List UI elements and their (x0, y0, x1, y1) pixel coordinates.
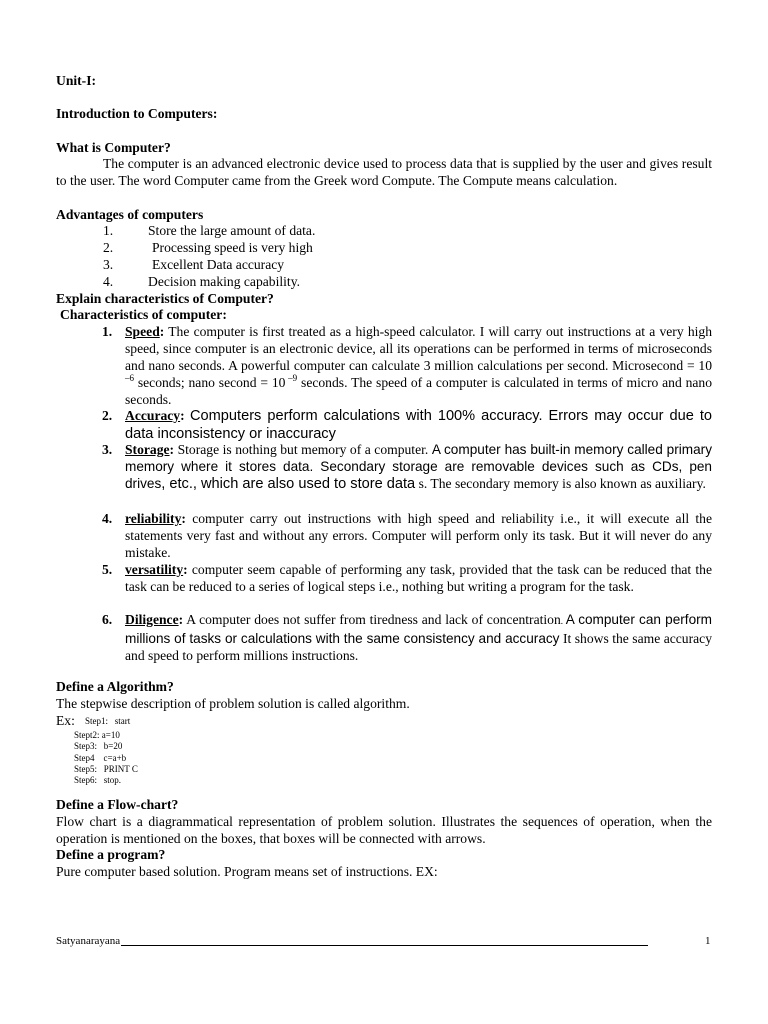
characteristic-speed: 1. Speed: The computer is first treated as a high-speed calculator. I will carry out instructions at a very high speed, since computer is an electronic device, all its operations can be performed in terms of microseconds and nano seconds. A powerful computer can calculate 3 million calculations per second. Microsecond = 10 $^{-6}$ seconds; nano second = 10 $^{-9}$ seconds. The speed of a computer is calculated in terms of micro and nano seconds. (102, 324, 713, 407)
characteristic-reliability: 4. reliability: computer carry out instructions with high speed and reliability i.e., it will execute all the statements very fast and without any errors. Computer will perform only its task. But it will never do any mistake. (102, 511, 712, 560)
advantage-text: Processing speed is very high (152, 240, 313, 255)
what-heading: What is Computer? (56, 140, 171, 155)
characteristic-title: reliability (125, 511, 182, 526)
characteristic-text: computer seem capable of performing any task, provided that the task can be reduced that the task can be reduced to a series of logical steps i.e., nothing but writing a program for the task. (125, 562, 712, 594)
characteristic-text: Computers perform calculations with 100% accuracy. Errors may occur due to data inconsistency or inaccuracy (125, 408, 712, 442)
characteristic-title: versatility (125, 562, 184, 577)
example-label: Ex: (56, 713, 75, 728)
exponent: –6 (125, 373, 134, 383)
algorithm-steps-list (74, 730, 138, 786)
characteristic-text: seconds; nano second = 10 (134, 375, 286, 390)
characteristic-text: A computer does not suffer from tiredness and lack of concentration (186, 612, 561, 627)
characteristic-text: Storage is nothing but memory of a computer. (177, 442, 429, 457)
program-text: Pure computer based solution. Program means set of instructions. EX: (56, 864, 438, 879)
advantage-number: 1. (103, 223, 114, 238)
characteristic-title: Diligence (125, 612, 179, 627)
characteristic-text: A computer has built-in memory called primary memory where it stores data. Secondary storage are removable devices such as CDs, pen drives (125, 442, 712, 491)
algorithm-step: Step1: start (85, 716, 131, 726)
characteristic-diligence: 6. Diligence: A computer does not suffer from tiredness and lack of concentration. A computer can perform millions of tasks or calculations with the same consistency and accuracy It shows the same accuracy and speed to perform millions instructions. (102, 612, 712, 663)
program-heading: Define a program? (56, 847, 166, 862)
page-number: 1 (705, 935, 711, 947)
algorithm-step: Step6: stop. (74, 775, 122, 786)
characteristic-text: . (560, 616, 566, 626)
algorithm-step: Stept2: a=10 (74, 730, 120, 740)
intro-heading: Introduction to Computers: (56, 106, 218, 121)
algorithm-step: Step5: PRINT C (74, 763, 138, 774)
characteristics-heading: Characteristics of computer: (60, 307, 227, 322)
characteristic-title: Accuracy (125, 408, 181, 423)
page-footer (56, 934, 648, 948)
characteristic-number: 3. (102, 442, 113, 457)
characteristic-text: seconds. The speed of a computer is calculated in terms of micro and nano seconds. (125, 375, 713, 407)
algorithm-step: Step3: b=20 (74, 741, 123, 752)
characteristic-text: It shows the same accuracy and speed to perform millions instructions. (125, 631, 712, 663)
characteristic-text: , etc., which are also used to store data (161, 476, 416, 492)
characteristic-text: s. The secondary memory is also known as auxiliary. (415, 476, 706, 491)
advantage-number: 3. (103, 257, 114, 272)
flowchart-heading: Define a Flow-chart? (56, 797, 179, 812)
characteristic-versatility: 5. versatility: computer seem capable of performing any task, provided that the task can be reduced that the task can be reduced to a series of logical steps i.e., nothing but writing a program for the task. (102, 562, 712, 594)
explain-heading: Explain characteristics of Computer? (56, 291, 274, 306)
characteristic-number: 4. (102, 511, 113, 526)
advantages-heading: Advantages of computers (56, 207, 204, 222)
what-paragraph: The computer is an advanced electronic device used to process data that is supplied by the user and gives result to the user. The word Computer came from the Greek word Compute. The Compute means calculation. (56, 156, 712, 188)
characteristic-text: A computer can perform millions of tasks or calculations with the same consistency and accuracy (125, 612, 712, 646)
advantage-number: 2. (103, 240, 114, 255)
flowchart-text: Flow chart is a diagrammatical representation of problem solution. Illustrates the sequences of operation, when the operation is mentioned on the boxes, that boxes will be connected with arrows. (56, 814, 712, 846)
advantage-text: Excellent Data accuracy (152, 257, 285, 272)
characteristic-accuracy: 2. Accuracy: Computers perform calculations with 100% accuracy. Errors may occur due to data inconsistency or inaccuracy (102, 408, 712, 442)
characteristic-title: Storage (125, 442, 170, 457)
characteristic-number: 1. (102, 324, 113, 339)
advantage-number: 4. (103, 274, 114, 289)
algorithm-text: The stepwise description of problem solution is called algorithm. (56, 696, 410, 711)
unit-heading: Unit-I: (56, 73, 97, 88)
characteristic-text: computer carry out instructions with high speed and reliability i.e., it will execute all the statements very fast and without any errors. Computer will perform only its task. But it will never do any mistake. (125, 511, 712, 560)
characteristic-number: 6. (102, 612, 113, 627)
exponent: –9 (285, 373, 298, 383)
advantage-text: Store the large amount of data. (148, 223, 316, 238)
footer-rule (121, 945, 648, 946)
advantage-text: Decision making capability. (148, 274, 301, 289)
characteristic-text: The computer is first treated as a high-speed calculator. I will carry out instructions at a very high speed, since computer is an electronic device, all its operations can be performed in terms of microseconds and nano seconds. A powerful computer can calculate 3 million calculations per second. Microsecond = 10 (125, 324, 713, 373)
algorithm-heading: Define a Algorithm? (56, 679, 174, 694)
characteristic-storage: 3. Storage: Storage is nothing but memory of a computer. A computer has built-in memory called primary memory where it stores data. Secondary storage are removable devices such as CDs, pen drives, etc., which are also used to store data s. The secondary memory is also known as auxiliary. (102, 442, 712, 492)
footer-author: Satyanarayana (56, 935, 121, 947)
characteristic-number: 2. (102, 408, 113, 423)
characteristic-title: Speed (125, 324, 160, 339)
characteristic-number: 5. (102, 562, 113, 577)
algorithm-step: Step4 c=a+b (74, 752, 127, 763)
